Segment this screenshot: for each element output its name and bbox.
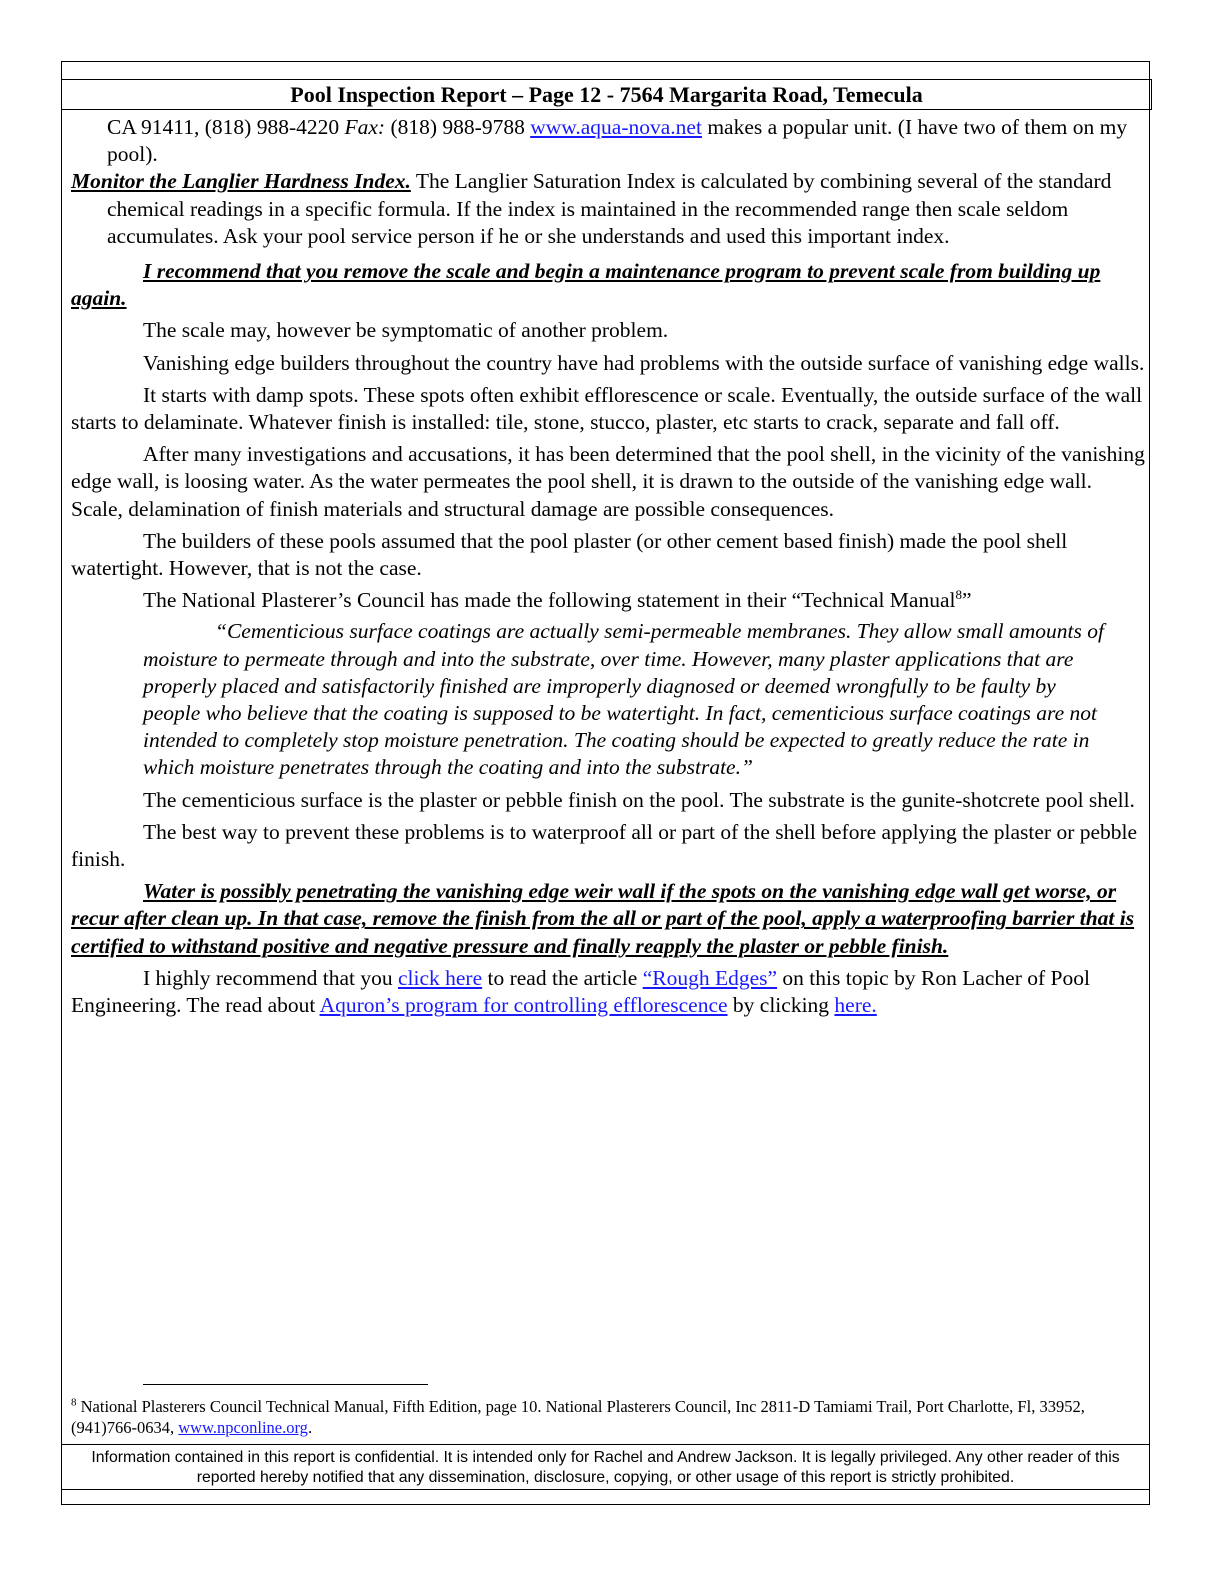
paragraph-damp-spots: It starts with damp spots. These spots often exhibit efflorescence or scale. Eventually, the outside surface of the wall starts to delaminate. Whatever finish is installed: tile, stone, stucco, plaster, etc starts to crack, separate and fall off. [71,382,1143,435]
aquron-program-link[interactable]: Aquron’s program for controlling efflorescence [319,993,728,1018]
aqua-nova-link[interactable]: www.aqua-nova.net [530,115,702,139]
click-here-link[interactable]: click here [397,965,483,990]
footer-disclaimer: Information contained in this report is confidential. It is intended only for Rachel and Andrew Jackson. It is legally privileged. Any other reader of this reported hereby notified that any dissemination, disclosure, copying, or other usage of this report is strictly prohibited. [91,1449,1120,1486]
contact-text-b: (818) 988-9788 [385,115,531,139]
contact-paragraph [71,114,1147,168]
links-text-4: by clicking [727,993,835,1018]
quote-text: “Cementicious surface coatings are actually semi-permeable membranes. They allow small amounts of moisture to permeate through and into the substrate, over time. However, many plaster applications that are properly placed and satisfactorily finished are improperly diagnosed or deemed wrongfully to be faulty by people who believe that the coating is supposed to be watertight. In fact, cementicious surface coatings are not intended to completely stop moisture penetration. The coating should be expected to greatly reduce the rate in which moisture penetrates through the coating and into the substrate.” [143,619,1104,780]
recommendation-scale: I recommend that you remove the scale and begin a maintenance program to prevent scale from building up again. [71,259,1101,311]
footnote-number: 8 [71,1396,77,1409]
links-text-1: I highly recommend that you [143,965,398,990]
footnote-end: . [307,1418,313,1437]
npc-statement-text: The National Plasterer’s Council has made the following statement in their “Technical Manual [143,588,956,613]
langlier-heading: Monitor the Langlier Hardness Index. [71,169,411,194]
contact-text-a: CA 91411, (818) 988-4220 [107,115,345,139]
langlier-text: The Langlier Saturation Index is calculated by combining several of the standard chemical readings in a specific formula. If the index is maintained in the recommended range then scale seldom accumulates. Ask your pool service person if he or she understands and used this important index. [107,169,1112,248]
footnote-separator [143,1384,428,1385]
langlier-paragraph [71,168,1147,250]
paragraph-links [71,965,1147,1019]
paragraph-vanishing-edge: Vanishing edge builders throughout the country have had problems with the outside surface of vanishing edge walls. [143,350,1145,375]
paragraph-builders: The builders of these pools assumed that the pool plaster (or other cement based finish) made the pool shell watertight. However, that is not the case. [71,528,1068,581]
contact-text-c: makes a popular unit. (I have two of them on my pool). [107,115,1128,167]
links-text-2: to read the article [482,965,643,990]
page-header [61,79,1152,110]
paragraph-cementicious: The cementicious surface is the plaster or pebble finish on the pool. The substrate is the gunite-shotcrete pool shell. [143,787,1135,812]
footnote [71,1396,1141,1438]
paragraph-investigations: After many investigations and accusations, it has been determined that the pool shell, in the vicinity of the vanishing edge wall, is loosing water. As the water permeates the pool shell, it is drawn to the outside of the vanishing edge wall. Scale, delamination of finish materials and structural damage are possible consequences. [71,442,1145,521]
footnote-text: National Plasterers Council Technical Manual, Fifth Edition, page 10. National Plasterers Council, Inc 2811-D Tamiami Trail, Port Charlotte, Fl, 33952, (941)766-0634, [71,1397,1085,1437]
paragraph-symptomatic: The scale may, however be symptomatic of another problem. [143,318,669,343]
paragraph-waterproof: The best way to prevent these problems is to waterproof all or part of the shell before applying the plaster or pebble finish. [71,819,1138,872]
rough-edges-link[interactable]: “Rough Edges” [642,965,778,990]
footnote-ref: 8 [955,587,962,603]
report-body [71,114,1147,1019]
paragraph-npc-statement [71,587,1147,614]
technical-manual-quote [71,618,1147,781]
npconline-link[interactable]: www.npconline.org [178,1418,308,1437]
npc-statement-end: ” [961,588,972,613]
header-title: Pool Inspection Report – Page 12 - 7564 Margarita Road, Temecula [290,82,923,107]
recommendation-waterproofing: Water is possibly penetrating the vanishing edge weir wall if the spots on the vanishing edge wall get worse, or recur after clean up. In that case, remove the finish from the all or part of the pool, apply a waterproofing barrier that is certified to withstand positive and negative pressure and finally reapply the plaster or pebble finish. [71,879,1135,958]
fax-label: Fax: [344,115,386,139]
confidentiality-footer [61,1444,1150,1490]
links-text-3: on this topic by Ron Lacher of Pool Engineering. The read about [71,965,1090,1018]
here-link[interactable]: here. [834,993,877,1018]
